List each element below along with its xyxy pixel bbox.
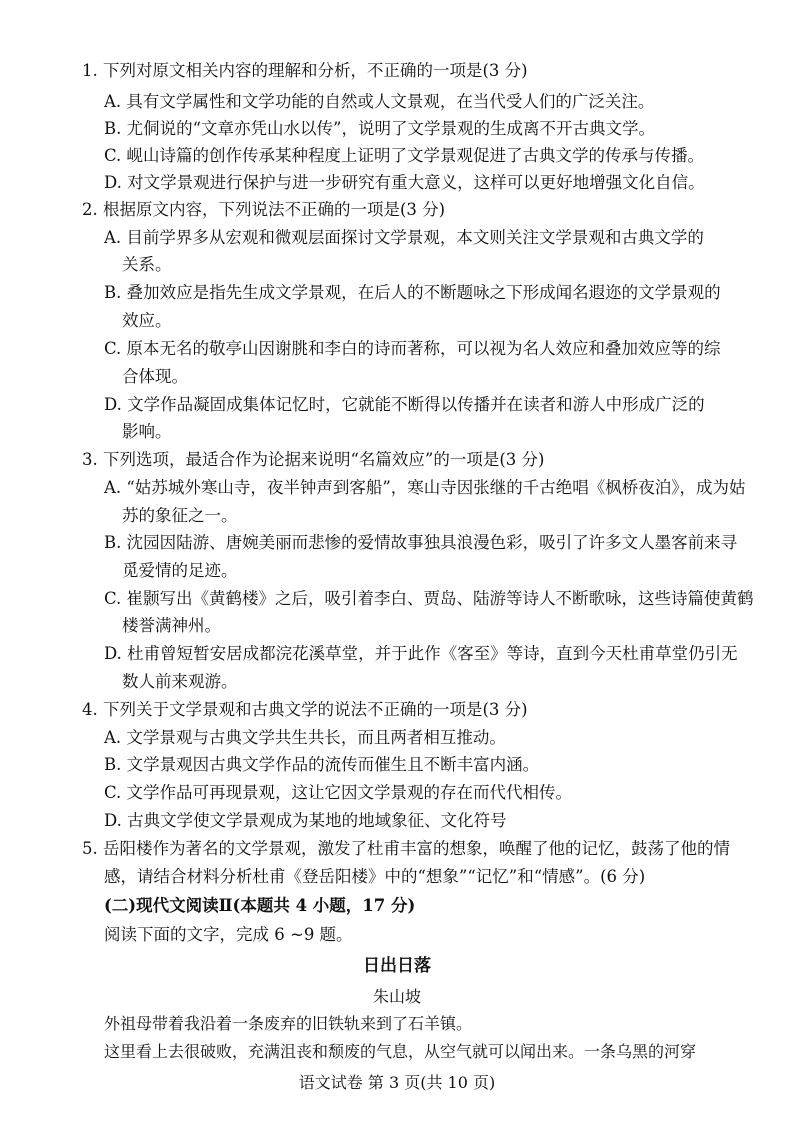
question-4-option-a: A. 文学景观与古典文学共生共长，而且两者相互推动。: [104, 728, 506, 747]
question-4-option-d: D. 古典文学使文学景观成为某地的地域象征、文化符号: [104, 811, 507, 830]
question-1-option-d: D. 对文学景观进行保护与进一步研究有重大意义，这样可以更好地增强文化自信。: [104, 173, 705, 192]
section-instruction: 阅读下面的文字，完成 6 ~9 题。: [104, 925, 353, 944]
question-3-option-a-cont: 苏的象征之一。: [122, 506, 238, 525]
passage-title: 日出日落: [363, 956, 431, 976]
question-5-stem-cont: 感，请结合材料分析杜甫《登岳阳楼》中的“想象”“记忆”和“情感”。(6 分): [104, 867, 646, 886]
question-4-stem: 4. 下列关于文学景观和古典文学的说法不正确的一项是(3 分): [82, 700, 528, 719]
question-2-option-d: D. 文学作品凝固成集体记忆时，它就能不断得以传播并在读者和游人中形成广泛的: [104, 395, 705, 414]
question-4-option-c: C. 文学作品可再现景观，这让它因文学景观的存在而代代相传。: [104, 783, 573, 802]
page-footer: 语文试卷 第 3 页(共 10 页): [298, 1073, 496, 1092]
question-4-option-b: B. 文学景观因古典文学作品的流传而催生且不断丰富内涵。: [104, 755, 540, 774]
question-3-option-d: D. 杜甫曾短暂安居成都浣花溪草堂，并于此作《客至》等诗，直到今天杜甫草堂仍引无: [104, 644, 738, 663]
question-2-option-c-cont: 合体现。: [122, 367, 188, 386]
question-1-option-b: B. 尤侗说的“文章亦凭山水以传”，说明了文学景观的生成离不开古典文学。: [104, 119, 655, 138]
question-1-option-a: A. 具有文学属性和文学功能的自然或人文景观，在当代受人们的广泛关注。: [104, 92, 655, 111]
question-2-option-b: B. 叠加效应是指先生成文学景观，在后人的不断题咏之下形成闻名遐迩的文学景观的: [104, 283, 721, 302]
question-3-stem: 3. 下列选项，最适合作为论据来说明“名篇效应”的一项是(3 分): [82, 450, 545, 469]
question-2-option-b-cont: 效应。: [122, 311, 172, 330]
question-3-option-d-cont: 数人前来观游。: [122, 672, 238, 691]
question-2-stem: 2. 根据原文内容，下列说法不正确的一项是(3 分): [82, 200, 446, 219]
question-2-option-a: A. 目前学界多从宏观和微观层面探讨文学景观，本文则关注文学景观和古典文学的: [104, 228, 704, 247]
section-heading: (二)现代文阅读Ⅱ(本题共 4 小题，17 分): [104, 896, 416, 915]
passage-paragraph-1: 外祖母带着我沿着一条废弃的旧铁轨来到了石羊镇。: [104, 1014, 473, 1033]
question-3-option-b-cont: 觅爱情的足迹。: [122, 561, 238, 580]
question-3-option-c: C. 崔颢写出《黄鹤楼》之后，吸引着李白、贾岛、陆游等诗人不断歌咏，这些诗篇使黄鹤: [104, 589, 754, 608]
passage-author: 朱山坡: [372, 987, 421, 1006]
question-2-option-c: C. 原本无名的敬亭山因谢朓和李白的诗而著称，可以视为名人效应和叠加效应等的综: [104, 339, 721, 358]
question-2-option-a-cont: 关系。: [122, 255, 172, 274]
passage-paragraph-2: 这里看上去很破败，充满沮丧和颓废的气息，从空气就可以闻出来。一条乌黑的河穿: [104, 1042, 697, 1061]
question-2-option-d-cont: 影响。: [122, 422, 172, 441]
question-3-option-c-cont: 楼誉满神州。: [122, 616, 221, 635]
question-1-option-c: C. 岘山诗篇的创作传承某种程度上证明了文学景观促进了古典文学的传承与传播。: [104, 146, 705, 165]
question-1-stem: 1. 下列对原文相关内容的理解和分析，不正确的一项是(3 分): [82, 61, 528, 80]
question-5-stem: 5. 岳阳楼作为著名的文学景观，激发了杜甫丰富的想象，唤醒了他的记忆，鼓荡了他的情: [82, 839, 730, 858]
question-3-option-a: A. “姑苏城外寒山寺，夜半钟声到客船”，寒山寺因张继的千古绝唱《枫桥夜泊》，成为姑: [104, 478, 746, 497]
question-3-option-b: B. 沈园因陆游、唐婉美丽而悲惨的爱情故事独具浪漫色彩，吸引了许多文人墨客前来寻: [104, 533, 738, 552]
